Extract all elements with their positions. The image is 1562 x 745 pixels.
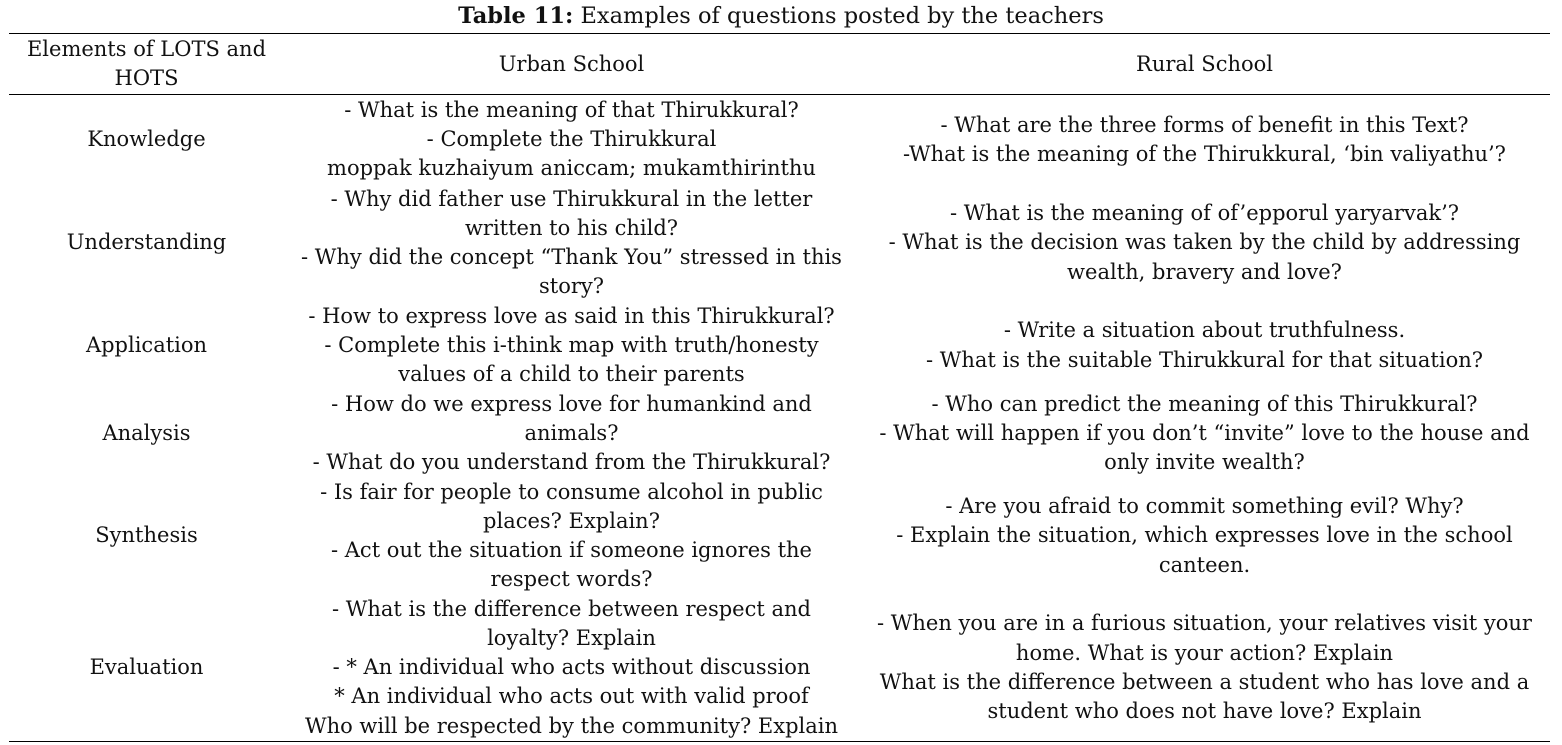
rural-question: - When you are in a furious situation, your relatives visit your	[877, 611, 1532, 636]
urban-question: loyalty? Explain	[487, 625, 656, 650]
urban-cell	[284, 95, 859, 185]
rural-question: - What is the decision was taken by the child by addressing	[888, 230, 1521, 255]
rural-question: student who does not have love? Explain	[987, 698, 1422, 723]
rural-question: wealth, bravery and love?	[1067, 259, 1342, 284]
urban-question: - * An individual who acts without discussion	[332, 655, 811, 680]
urban-question: written to his child?	[464, 215, 679, 240]
rural-question: - Who can predict the meaning of this Thirukkural?	[931, 391, 1478, 416]
element-cell	[9, 185, 284, 302]
caption-text: Examples of questions posted by the teachers	[573, 3, 1104, 29]
rural-cell	[859, 95, 1550, 185]
rural-question: - What is the meaning of of’epporul yaryarvak’?	[949, 201, 1460, 226]
rural-cell	[859, 302, 1550, 390]
rural-question: - What will happen if you don’t “invite” love to the house and	[879, 420, 1530, 445]
urban-question: - Is fair for people to consume alcohol in public	[320, 479, 823, 504]
urban-question: - What do you understand from the Thirukkural?	[312, 450, 831, 475]
rural-question: - Explain the situation, which expresses love in the school	[896, 523, 1513, 548]
urban-cell	[284, 390, 859, 478]
urban-question: respect words?	[490, 567, 653, 592]
urban-question: - Complete this i-think map with truth/honesty	[324, 332, 819, 357]
rural-question: - What is the suitable Thirukkural for that situation?	[925, 347, 1483, 372]
urban-question: * An individual who acts out with valid proof	[334, 684, 809, 709]
questions-table	[9, 33, 1550, 742]
rural-cell	[859, 185, 1550, 302]
table-row-application	[9, 302, 1550, 390]
urban-question: - Complete the Thirukkural	[426, 127, 717, 152]
rural-question: -What is the meaning of the Thirukkural, ‘bin valiyathu’?	[903, 141, 1506, 166]
urban-question: - What is the meaning of that Thirukkural?	[344, 97, 799, 122]
urban-question: places? Explain?	[483, 508, 660, 533]
header-elements	[9, 34, 284, 95]
urban-question: story?	[538, 274, 605, 299]
urban-question: - How do we express love for humankind and	[331, 391, 812, 416]
element-name: Understanding	[66, 230, 227, 255]
element-cell	[9, 595, 284, 742]
element-cell	[9, 95, 284, 185]
header-elements-text: Elements of LOTS and HOTS	[26, 37, 267, 90]
header-rural	[859, 34, 1550, 95]
urban-question: - Act out the situation if someone ignores the	[331, 538, 812, 562]
urban-question: - How to express love as said in this Thirukkural?	[308, 303, 835, 328]
urban-question: - Why did the concept “Thank You” stressed in this	[301, 245, 842, 269]
rural-cell	[859, 390, 1550, 478]
rural-question: - Write a situation about truthfulness.	[1003, 318, 1406, 343]
rural-question: What is the difference between a student who has love and a	[879, 669, 1530, 694]
rural-cell	[859, 595, 1550, 742]
header-rural-text: Rural School	[1136, 51, 1273, 76]
urban-cell	[284, 185, 859, 302]
element-name: Evaluation	[89, 655, 204, 680]
table-row-analysis	[9, 390, 1550, 478]
element-cell	[9, 302, 284, 390]
element-cell	[9, 478, 284, 595]
rural-question: canteen.	[1158, 552, 1251, 577]
element-name: Application	[85, 332, 208, 357]
table-caption	[0, 2, 1562, 30]
header-urban	[284, 34, 859, 95]
rural-question: - What are the three forms of benefit in this Text?	[940, 112, 1469, 137]
table-row-synthesis	[9, 478, 1550, 595]
urban-question: - What is the difference between respect and	[332, 596, 811, 621]
element-cell	[9, 390, 284, 478]
table-row-understanding	[9, 185, 1550, 302]
element-name: Analysis	[102, 420, 191, 445]
rural-question: - Are you afraid to commit something evil? Why?	[945, 494, 1464, 519]
urban-question: animals?	[524, 420, 619, 445]
urban-question: - Why did father use Thirukkural in the letter	[330, 186, 813, 211]
element-name: Knowledge	[87, 127, 206, 152]
urban-cell	[284, 302, 859, 390]
urban-cell	[284, 478, 859, 595]
caption-label: Table 11:	[458, 3, 574, 29]
table-header-row	[9, 34, 1550, 95]
urban-question: moppak kuzhaiyum aniccam; mukamthirinthu	[327, 156, 816, 181]
table-row-evaluation	[9, 595, 1550, 742]
rural-cell	[859, 478, 1550, 595]
rural-question: home. What is your action? Explain	[1015, 640, 1394, 665]
table-row-knowledge	[9, 95, 1550, 185]
element-name: Synthesis	[95, 523, 198, 548]
header-urban-text: Urban School	[498, 51, 645, 76]
urban-cell	[284, 595, 859, 742]
rural-question: only invite wealth?	[1104, 450, 1305, 475]
urban-question: values of a child to their parents	[398, 362, 745, 387]
urban-question: Who will be respected by the community? Explain	[304, 713, 838, 738]
